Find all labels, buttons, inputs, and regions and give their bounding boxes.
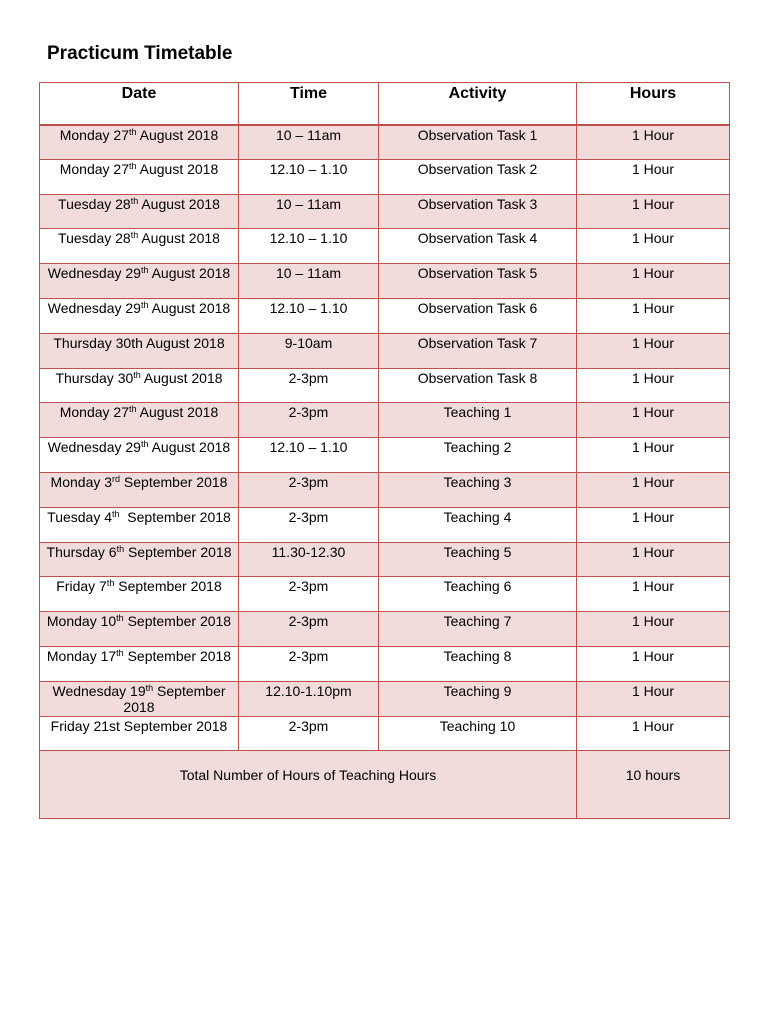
date-cell [40, 542, 239, 577]
date-text: Monday 27 [59, 126, 129, 143]
date-ordinal-suffix: th [145, 682, 154, 693]
time-cell: 2-3pm [239, 368, 379, 403]
date-cell [40, 229, 239, 264]
hours-cell: 1 Hour [577, 472, 730, 507]
date-text: Thursday 6 [46, 543, 117, 560]
date-ordinal-suffix: th [116, 543, 125, 554]
date-text-rest: September 2018 [123, 613, 232, 630]
date-text: Wednesday 29 [47, 439, 141, 456]
table-row [40, 368, 730, 403]
hours-cell: 1 Hour [577, 125, 730, 160]
table-row [40, 646, 730, 681]
activity-cell: Observation Task 5 [379, 264, 577, 299]
date-cell [40, 716, 239, 751]
date-text-rest: September 2018 [124, 543, 232, 560]
activity-cell: Observation Task 2 [379, 159, 577, 194]
date-text: Wednesday 29 [47, 299, 141, 316]
table-row [40, 612, 730, 647]
total-label: Total Number of Hours of Teaching Hours [40, 751, 577, 819]
date-text: Wednesday 19 [52, 682, 146, 699]
date-cell [40, 194, 239, 229]
hours-cell: 1 Hour [577, 507, 730, 542]
hours-cell: 1 Hour [577, 368, 730, 403]
date-ordinal-suffix: th [140, 439, 149, 450]
activity-cell: Teaching 8 [379, 646, 577, 681]
activity-cell: Teaching 9 [379, 681, 577, 716]
activity-cell: Observation Task 7 [379, 333, 577, 368]
time-cell: 2-3pm [239, 577, 379, 612]
time-cell: 2-3pm [239, 403, 379, 438]
date-text-rest: September 2018 [123, 682, 230, 715]
time-cell: 12.10 – 1.10 [239, 229, 379, 264]
time-cell: 10 – 11am [239, 125, 379, 160]
hours-cell: 1 Hour [577, 229, 730, 264]
date-ordinal-suffix: th [129, 160, 137, 171]
date-text-rest: September 2018 [123, 647, 232, 664]
time-cell: 2-3pm [239, 612, 379, 647]
table-row [40, 681, 730, 716]
date-text: Monday 10 [46, 613, 117, 630]
activity-cell: Observation Task 1 [379, 125, 577, 160]
date-ordinal-suffix: rd [112, 473, 121, 484]
date-ordinal-suffix: th [116, 647, 124, 658]
date-text-rest: August 2018 [140, 369, 223, 386]
table-row [40, 125, 730, 160]
date-cell [40, 159, 239, 194]
table-row [40, 507, 730, 542]
date-cell [40, 646, 239, 681]
date-text-rest: August 2018 [148, 265, 231, 282]
time-cell: 12.10 – 1.10 [239, 438, 379, 473]
table-row [40, 264, 730, 299]
hours-cell: 1 Hour [577, 716, 730, 751]
date-ordinal-suffix: th [112, 508, 120, 519]
date-ordinal-suffix: th [130, 230, 139, 241]
date-ordinal-suffix: th [140, 299, 149, 310]
hours-cell: 1 Hour [577, 542, 730, 577]
header-activity: Activity [379, 83, 577, 125]
time-cell: 12.10 – 1.10 [239, 298, 379, 333]
header-hours: Hours [577, 83, 730, 125]
time-cell: 12.10 – 1.10 [239, 159, 379, 194]
date-ordinal-suffix: th [116, 613, 124, 624]
hours-cell: 1 Hour [577, 194, 730, 229]
time-cell: 10 – 11am [239, 194, 379, 229]
time-cell: 12.10-1.10pm [239, 681, 379, 716]
date-cell [40, 333, 239, 368]
time-cell: 9-10am [239, 333, 379, 368]
hours-cell: 1 Hour [577, 646, 730, 681]
header-time: Time [239, 83, 379, 125]
date-cell [40, 577, 239, 612]
hours-cell: 1 Hour [577, 298, 730, 333]
activity-cell: Teaching 7 [379, 612, 577, 647]
date-text: Monday 27 [59, 160, 129, 177]
date-text: Friday 21st September 2018 [50, 717, 228, 734]
hours-cell: 1 Hour [577, 159, 730, 194]
time-cell: 2-3pm [239, 472, 379, 507]
date-ordinal-suffix: th [129, 126, 137, 137]
date-text-rest: September 2018 [114, 578, 222, 595]
table-row [40, 577, 730, 612]
date-text-rest: August 2018 [136, 126, 219, 143]
table-row [40, 438, 730, 473]
date-text-rest: August 2018 [138, 230, 220, 247]
date-ordinal-suffix: th [140, 265, 149, 276]
table-row [40, 194, 730, 229]
activity-cell: Teaching 1 [379, 403, 577, 438]
activity-cell: Observation Task 3 [379, 194, 577, 229]
date-text: Monday 27 [59, 404, 129, 421]
date-cell [40, 264, 239, 299]
date-text: Thursday 30 [55, 369, 134, 386]
date-text: Tuesday 28 [58, 195, 131, 212]
date-ordinal-suffix: th [129, 404, 137, 415]
table-row [40, 229, 730, 264]
table-row [40, 716, 730, 751]
date-text: Thursday 30th August 2018 [53, 334, 225, 351]
date-cell [40, 612, 239, 647]
activity-cell: Teaching 4 [379, 507, 577, 542]
hours-cell: 1 Hour [577, 264, 730, 299]
date-text-rest: September 2018 [119, 508, 231, 525]
activity-cell: Observation Task 6 [379, 298, 577, 333]
page-title: Practicum Timetable [47, 43, 233, 64]
activity-cell: Teaching 3 [379, 472, 577, 507]
table-row [40, 542, 730, 577]
hours-cell: 1 Hour [577, 577, 730, 612]
table-row [40, 298, 730, 333]
date-ordinal-suffix: th [130, 195, 139, 206]
table-row [40, 472, 730, 507]
date-text: Friday 7 [56, 578, 107, 595]
hours-cell: 1 Hour [577, 403, 730, 438]
activity-cell: Teaching 10 [379, 716, 577, 751]
header-row [40, 83, 730, 125]
date-cell [40, 368, 239, 403]
table-row [40, 159, 730, 194]
time-cell: 10 – 11am [239, 264, 379, 299]
activity-cell: Teaching 5 [379, 542, 577, 577]
date-ordinal-suffix: th [133, 369, 141, 380]
date-text-rest: August 2018 [136, 404, 219, 421]
date-text: Tuesday 28 [58, 230, 131, 247]
activity-cell: Teaching 6 [379, 577, 577, 612]
hours-cell: 1 Hour [577, 612, 730, 647]
date-cell [40, 472, 239, 507]
timetable-body [40, 125, 730, 751]
header-date: Date [40, 83, 239, 125]
hours-cell: 1 Hour [577, 333, 730, 368]
activity-cell: Observation Task 8 [379, 368, 577, 403]
date-cell [40, 403, 239, 438]
activity-cell: Observation Task 4 [379, 229, 577, 264]
date-cell [40, 438, 239, 473]
total-row [40, 751, 730, 819]
date-cell [40, 298, 239, 333]
date-text: Tuesday 4 [47, 508, 113, 525]
date-text-rest: August 2018 [148, 299, 231, 316]
date-text: Monday 3 [50, 473, 113, 490]
date-text: Monday 17 [46, 647, 117, 664]
date-cell [40, 507, 239, 542]
time-cell: 2-3pm [239, 507, 379, 542]
date-cell [40, 681, 239, 716]
time-cell: 2-3pm [239, 716, 379, 751]
activity-cell: Teaching 2 [379, 438, 577, 473]
date-cell [40, 125, 239, 160]
table-row [40, 333, 730, 368]
date-ordinal-suffix: th [106, 578, 115, 589]
hours-cell: 1 Hour [577, 681, 730, 716]
date-text-rest: August 2018 [138, 195, 220, 212]
time-cell: 11.30-12.30 [239, 542, 379, 577]
table-row [40, 403, 730, 438]
hours-cell: 1 Hour [577, 438, 730, 473]
time-cell: 2-3pm [239, 646, 379, 681]
timetable [39, 82, 730, 819]
date-text-rest: August 2018 [148, 439, 231, 456]
total-value: 10 hours [577, 751, 730, 819]
date-text: Wednesday 29 [47, 265, 141, 282]
date-text-rest: September 2018 [120, 473, 228, 490]
date-text-rest: August 2018 [136, 160, 219, 177]
